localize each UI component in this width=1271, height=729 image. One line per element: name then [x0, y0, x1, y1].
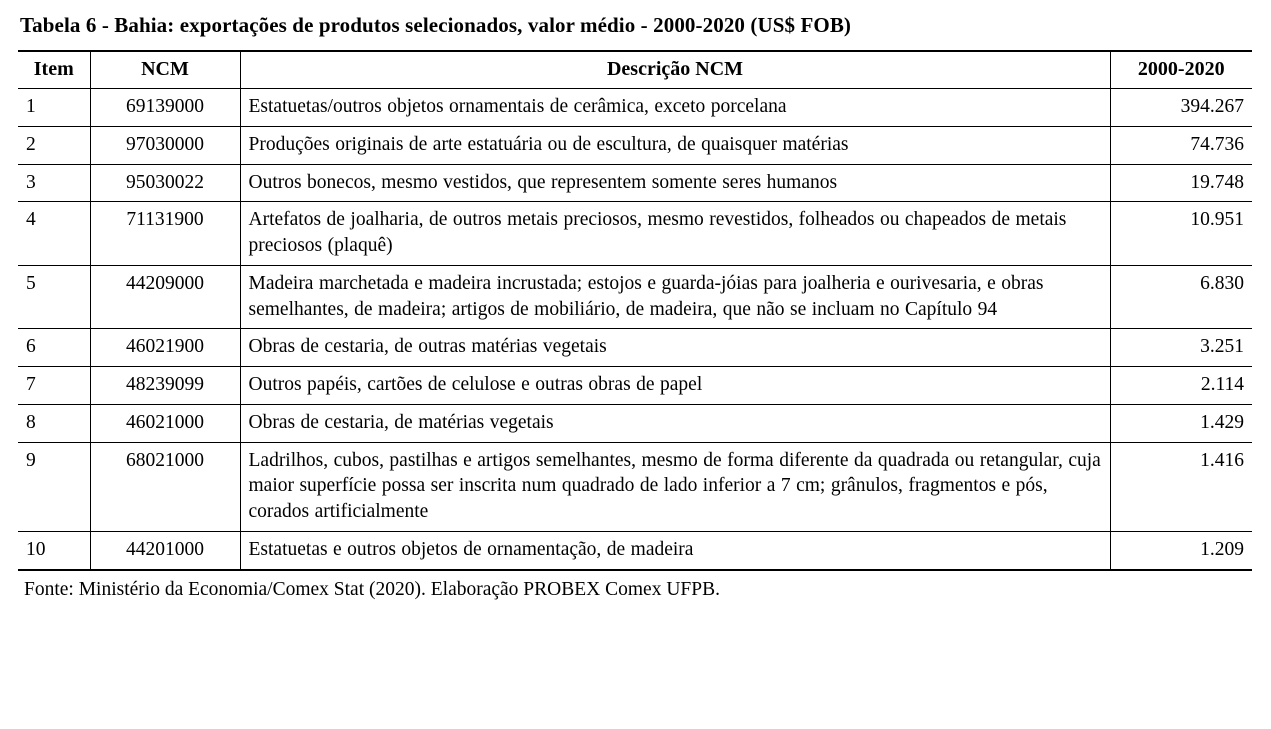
cell-description: Estatuetas/outros objetos ornamentais de cerâmica, exceto porcelana — [240, 89, 1110, 127]
cell-value: 2.114 — [1110, 367, 1252, 405]
table-row — [18, 329, 1252, 367]
table-row — [18, 404, 1252, 442]
cell-value: 6.830 — [1110, 265, 1252, 328]
cell-value: 1.209 — [1110, 531, 1252, 569]
table-row — [18, 442, 1252, 531]
column-header-description: Descrição NCM — [240, 51, 1110, 89]
table-row — [18, 89, 1252, 127]
cell-description: Estatuetas e outros objetos de ornamentação, de madeira — [240, 531, 1110, 569]
cell-ncm: 95030022 — [90, 164, 240, 202]
cell-ncm: 68021000 — [90, 442, 240, 531]
cell-description: Outros papéis, cartões de celulose e outras obras de papel — [240, 367, 1110, 405]
cell-item: 4 — [18, 202, 90, 265]
cell-item: 5 — [18, 265, 90, 328]
cell-ncm: 46021000 — [90, 404, 240, 442]
cell-ncm: 46021900 — [90, 329, 240, 367]
cell-description: Obras de cestaria, de matérias vegetais — [240, 404, 1110, 442]
table-header — [18, 51, 1252, 89]
cell-item: 10 — [18, 531, 90, 569]
cell-description: Outros bonecos, mesmo vestidos, que representem somente seres humanos — [240, 164, 1110, 202]
cell-ncm: 48239099 — [90, 367, 240, 405]
cell-value: 74.736 — [1110, 126, 1252, 164]
table-row — [18, 164, 1252, 202]
cell-description: Artefatos de joalharia, de outros metais preciosos, mesmo revestidos, folheados ou chapeados de metais preciosos (plaquê) — [240, 202, 1110, 265]
cell-item: 7 — [18, 367, 90, 405]
cell-description: Produções originais de arte estatuária ou de escultura, de quaisquer matérias — [240, 126, 1110, 164]
cell-value: 10.951 — [1110, 202, 1252, 265]
cell-item: 2 — [18, 126, 90, 164]
cell-description: Ladrilhos, cubos, pastilhas e artigos semelhantes, mesmo de forma diferente da quadrada ou retangular, cuja maior superfície possa ser inscrita num quadrado de lado inferior a 7 cm; grânulos, fragmentos e pós, corados artificialmente — [240, 442, 1110, 531]
cell-item: 8 — [18, 404, 90, 442]
table-header-row — [18, 51, 1252, 89]
cell-ncm: 97030000 — [90, 126, 240, 164]
cell-item: 6 — [18, 329, 90, 367]
table-row — [18, 265, 1252, 328]
cell-value: 19.748 — [1110, 164, 1252, 202]
table-body — [18, 89, 1252, 570]
table-row — [18, 202, 1252, 265]
cell-ncm: 69139000 — [90, 89, 240, 127]
exports-table — [18, 50, 1252, 570]
column-header-item: Item — [18, 51, 90, 89]
cell-ncm: 71131900 — [90, 202, 240, 265]
cell-item: 9 — [18, 442, 90, 531]
table-source-note: Fonte: Ministério da Economia/Comex Stat (2020). Elaboração PROBEX Comex UFPB. — [24, 578, 720, 600]
cell-value: 394.267 — [1110, 89, 1252, 127]
cell-item: 3 — [18, 164, 90, 202]
cell-description: Obras de cestaria, de outras matérias vegetais — [240, 329, 1110, 367]
page-title: Tabela 6 - Bahia: exportações de produtos selecionados, valor médio - 2000-2020 (US$ FOB) — [20, 13, 852, 37]
table-row — [18, 531, 1252, 569]
cell-item: 1 — [18, 89, 90, 127]
table-row — [18, 367, 1252, 405]
cell-ncm: 44209000 — [90, 265, 240, 328]
table-row — [18, 126, 1252, 164]
cell-description: Madeira marchetada e madeira incrustada; estojos e guarda-jóias para joalheria e ourivesaria, e obras semelhantes, de madeira; artigos de mobiliário, de madeira, que não se incluam no Capítulo 94 — [240, 265, 1110, 328]
cell-value: 3.251 — [1110, 329, 1252, 367]
column-header-ncm: NCM — [90, 51, 240, 89]
cell-value: 1.416 — [1110, 442, 1252, 531]
column-header-value: 2000-2020 — [1110, 51, 1252, 89]
cell-value: 1.429 — [1110, 404, 1252, 442]
cell-ncm: 44201000 — [90, 531, 240, 569]
